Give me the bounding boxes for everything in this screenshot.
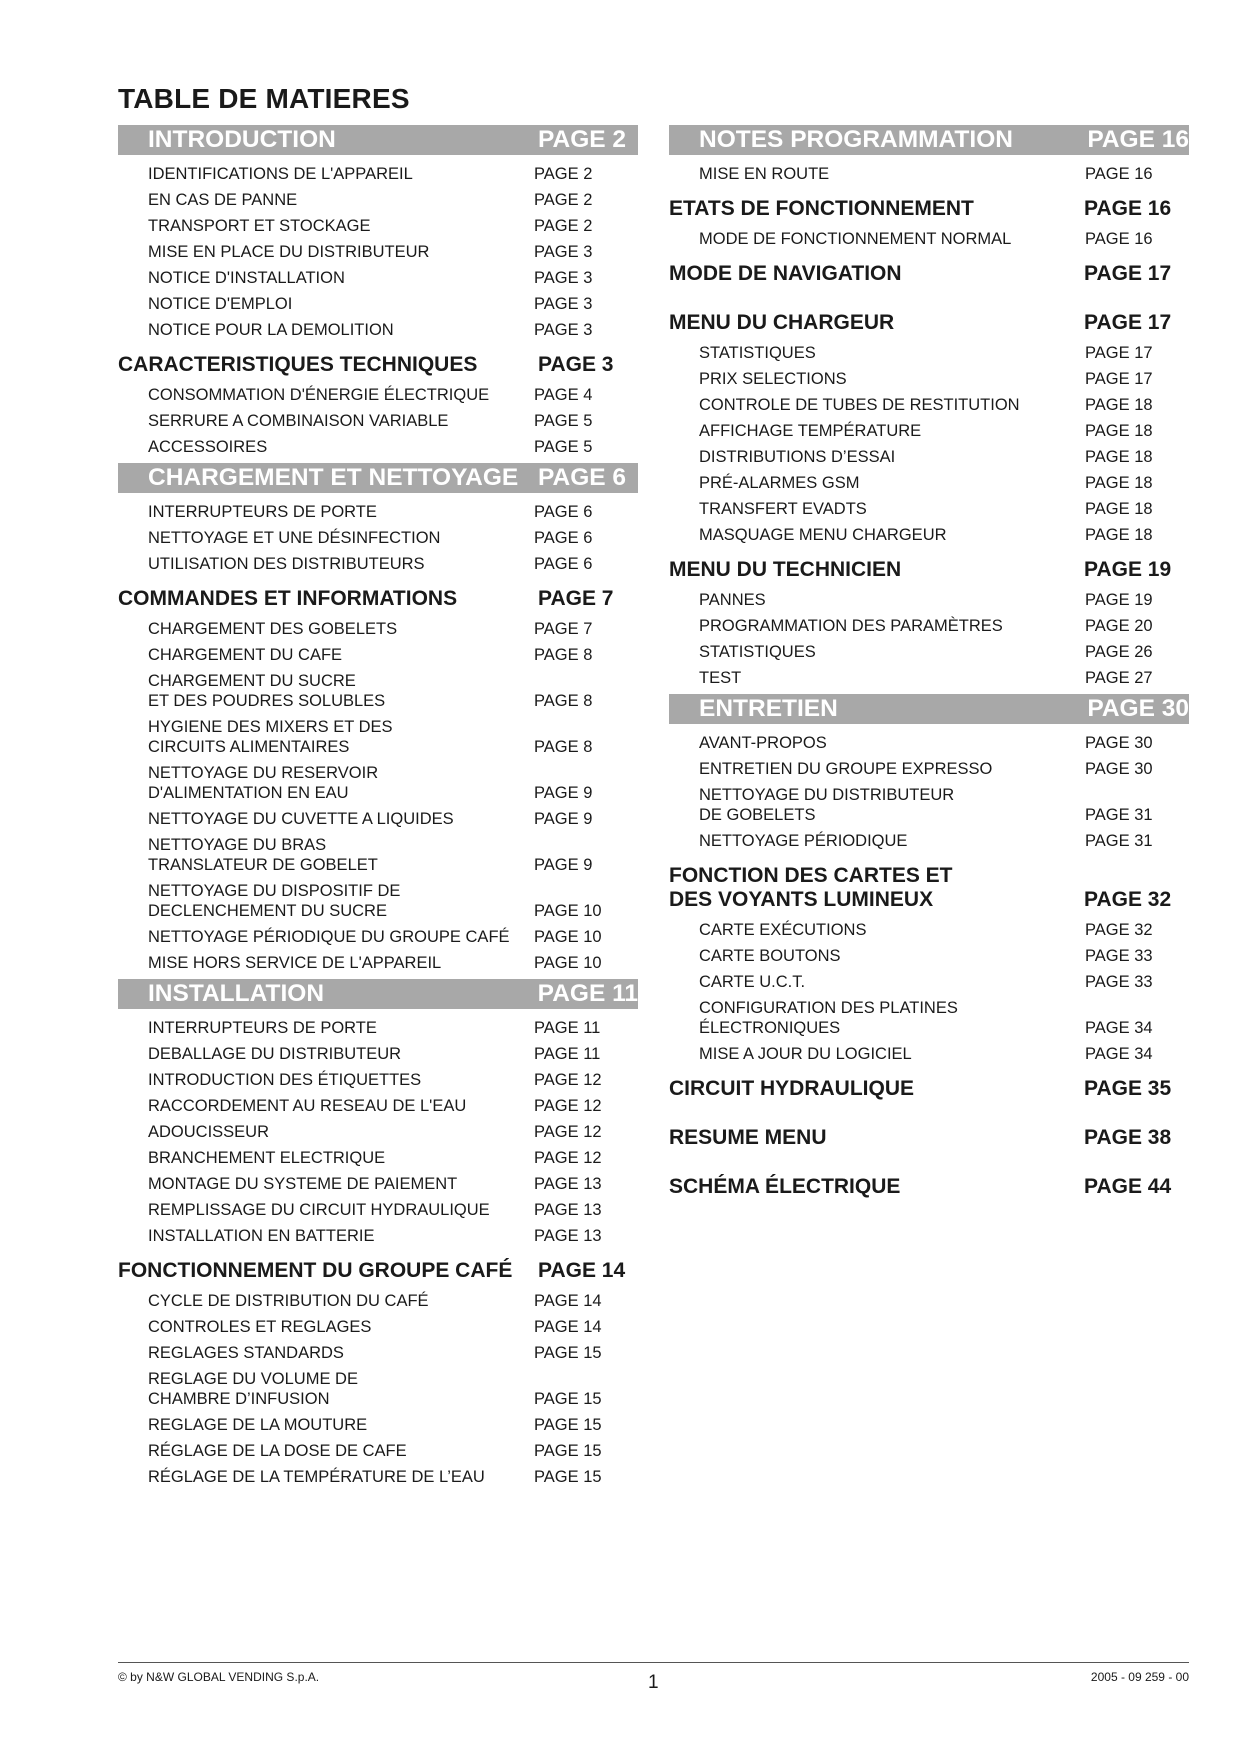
toc-entry[interactable] bbox=[669, 759, 1189, 779]
toc-entry[interactable] bbox=[669, 972, 1189, 992]
entry-title: NETTOYAGE ET UNE DÉSINFECTION bbox=[148, 529, 441, 547]
entry-page: PAGE 32 bbox=[1085, 921, 1153, 939]
entry-page: PAGE 13 bbox=[534, 1227, 602, 1245]
entry-page: PAGE 11 bbox=[534, 1019, 601, 1037]
entry-title: CYCLE DE DISTRIBUTION DU CAFÉ bbox=[148, 1292, 429, 1310]
entry-title: DEBALLAGE DU DISTRIBUTEUR bbox=[148, 1045, 402, 1063]
section-header-menu-du-technicien[interactable] bbox=[669, 558, 1189, 582]
entry-page: PAGE 13 bbox=[534, 1175, 602, 1193]
toc-entry[interactable] bbox=[118, 717, 638, 757]
entry-page: PAGE 15 bbox=[534, 1390, 602, 1408]
section-page: PAGE 11 bbox=[537, 980, 638, 1007]
entry-page: PAGE 30 bbox=[1085, 760, 1153, 778]
entry-page: PAGE 3 bbox=[534, 295, 593, 313]
toc-entry[interactable] bbox=[669, 590, 1189, 610]
entry-title: AVANT-PROPOS bbox=[699, 734, 827, 752]
toc-entry[interactable] bbox=[669, 733, 1189, 753]
section-header-fonctionnement-du-groupe-cafe[interactable] bbox=[118, 1259, 638, 1283]
toc-entry[interactable] bbox=[118, 320, 638, 340]
entry-page: PAGE 15 bbox=[534, 1416, 602, 1434]
entry-page: PAGE 6 bbox=[534, 503, 593, 521]
entry-title: PRÉ-ALARMES GSM bbox=[699, 474, 860, 492]
entry-page: PAGE 2 bbox=[534, 217, 593, 235]
entry-title: RÉGLAGE DE LA TEMPÉRATURE DE L’EAU bbox=[148, 1468, 485, 1486]
toc-entry[interactable] bbox=[118, 1070, 638, 1090]
entry-title: CONTROLES ET REGLAGES bbox=[148, 1318, 372, 1336]
section-title: ETATS DE FONCTIONNEMENT bbox=[669, 197, 974, 220]
toc-entry[interactable] bbox=[669, 642, 1189, 662]
entry-title: TEST bbox=[699, 669, 742, 687]
entry-title: CONSOMMATION D'ÉNERGIE ÉLECTRIQUE bbox=[148, 386, 490, 404]
toc-entry[interactable] bbox=[118, 385, 638, 405]
toc-entry[interactable] bbox=[118, 927, 638, 947]
entry-title: PRIX SELECTIONS bbox=[699, 370, 847, 388]
section-page: PAGE 6 bbox=[538, 464, 627, 491]
toc-entry[interactable] bbox=[118, 502, 638, 522]
entry-page: PAGE 9 bbox=[534, 856, 593, 874]
entry-page: PAGE 6 bbox=[534, 555, 593, 573]
entry-title: NETTOYAGE DU DISPOSITIF DE DECLENCHEMENT DU SUCRE bbox=[148, 882, 401, 920]
toc-entry[interactable] bbox=[118, 763, 638, 803]
entry-page: PAGE 8 bbox=[534, 692, 593, 710]
entry-page: PAGE 3 bbox=[534, 269, 593, 287]
entry-page: PAGE 34 bbox=[1085, 1045, 1153, 1063]
entry-page: PAGE 12 bbox=[534, 1123, 602, 1141]
entry-title: INSTALLATION EN BATTERIE bbox=[148, 1227, 375, 1245]
entry-title: REMPLISSAGE DU CIRCUIT HYDRAULIQUE bbox=[148, 1201, 490, 1219]
toc-entry[interactable] bbox=[669, 1044, 1189, 1064]
entry-page: PAGE 8 bbox=[534, 738, 593, 756]
section-header-chargement-et-nettoyage[interactable] bbox=[118, 463, 638, 493]
section-header-resume-menu[interactable] bbox=[669, 1126, 1189, 1150]
section-title: ENTRETIEN bbox=[699, 695, 838, 722]
toc-entry[interactable] bbox=[118, 1148, 638, 1168]
toc-entry[interactable] bbox=[669, 946, 1189, 966]
entry-page: PAGE 14 bbox=[534, 1318, 602, 1336]
toc-entry[interactable] bbox=[669, 831, 1189, 851]
entry-title: NETTOYAGE PÉRIODIQUE DU GROUPE CAFÉ bbox=[148, 928, 510, 946]
entry-title: INTRODUCTION DES ÉTIQUETTES bbox=[148, 1071, 422, 1089]
entry-page: PAGE 5 bbox=[534, 412, 593, 430]
toc-entry[interactable] bbox=[118, 809, 638, 829]
toc-entry[interactable] bbox=[669, 369, 1189, 389]
entry-page: PAGE 12 bbox=[534, 1097, 602, 1115]
section-header-etats-de-fonctionnement[interactable] bbox=[669, 197, 1189, 221]
entry-page: PAGE 13 bbox=[534, 1201, 602, 1219]
section-title: INSTALLATION bbox=[148, 980, 325, 1007]
section-page: PAGE 16 bbox=[1087, 126, 1189, 153]
toc-entry[interactable] bbox=[669, 920, 1189, 940]
section-page: PAGE 17 bbox=[1084, 262, 1172, 285]
section-page: PAGE 38 bbox=[1084, 1126, 1172, 1149]
section-page: PAGE 30 bbox=[1087, 695, 1189, 722]
entry-title: NOTICE D'INSTALLATION bbox=[148, 269, 345, 287]
toc-entry[interactable] bbox=[118, 881, 638, 921]
entry-page: PAGE 18 bbox=[1085, 396, 1153, 414]
section-page: PAGE 16 bbox=[1084, 197, 1172, 220]
entry-page: PAGE 18 bbox=[1085, 500, 1153, 518]
entry-title: AFFICHAGE TEMPÉRATURE bbox=[699, 422, 922, 440]
toc-entry[interactable] bbox=[118, 1122, 638, 1142]
entry-page: PAGE 18 bbox=[1085, 448, 1153, 466]
entry-page: PAGE 31 bbox=[1085, 832, 1153, 850]
entry-page: PAGE 12 bbox=[534, 1071, 602, 1089]
section-title: CIRCUIT HYDRAULIQUE bbox=[669, 1077, 914, 1100]
entry-title: NETTOYAGE PÉRIODIQUE bbox=[699, 832, 908, 850]
toc-entry[interactable] bbox=[118, 1174, 638, 1194]
toc-entry[interactable] bbox=[118, 1415, 638, 1435]
toc-entry[interactable] bbox=[669, 616, 1189, 636]
section-page: PAGE 7 bbox=[538, 587, 614, 610]
section-title: RESUME MENU bbox=[669, 1126, 827, 1149]
entry-page: PAGE 33 bbox=[1085, 973, 1153, 991]
toc-entry[interactable] bbox=[118, 1467, 638, 1487]
entry-page: PAGE 2 bbox=[534, 191, 593, 209]
entry-page: PAGE 8 bbox=[534, 646, 593, 664]
entry-page: PAGE 19 bbox=[1085, 591, 1153, 609]
toc-entry[interactable] bbox=[118, 294, 638, 314]
entry-page: PAGE 7 bbox=[534, 620, 593, 638]
toc-entry[interactable] bbox=[118, 1343, 638, 1363]
entry-title: IDENTIFICATIONS DE L'APPAREIL bbox=[148, 165, 413, 183]
toc-entry[interactable] bbox=[118, 528, 638, 548]
entry-page: PAGE 9 bbox=[534, 810, 593, 828]
entry-page: PAGE 6 bbox=[534, 529, 593, 547]
entry-title: ADOUCISSEUR bbox=[148, 1123, 270, 1141]
entry-page: PAGE 30 bbox=[1085, 734, 1153, 752]
section-header-fonction-des-cartes-et-des-voyants-lumineux[interactable] bbox=[669, 864, 1189, 912]
section-title: NOTES PROGRAMMATION bbox=[699, 126, 1013, 153]
toc-entry[interactable] bbox=[118, 953, 638, 973]
footer-page-number: 1 bbox=[648, 1672, 659, 1693]
entry-title: CONTROLE DE TUBES DE RESTITUTION bbox=[699, 396, 1020, 414]
section-title: COMMANDES ET INFORMATIONS bbox=[118, 587, 458, 610]
entry-page: PAGE 10 bbox=[534, 954, 602, 972]
section-header-commandes-et-informations[interactable] bbox=[118, 587, 638, 611]
footer-divider bbox=[118, 1662, 1189, 1663]
toc-entry[interactable] bbox=[118, 1441, 638, 1461]
entry-page: PAGE 16 bbox=[1085, 165, 1153, 183]
entry-page: PAGE 26 bbox=[1085, 643, 1153, 661]
section-header-notes-programmation[interactable] bbox=[669, 125, 1189, 155]
entry-page: PAGE 16 bbox=[1085, 230, 1153, 248]
section-header-schema-electrique[interactable] bbox=[669, 1175, 1189, 1199]
entry-title: RÉGLAGE DE LA DOSE DE CAFE bbox=[148, 1442, 407, 1460]
section-title: MENU DU CHARGEUR bbox=[669, 311, 895, 334]
entry-page: PAGE 20 bbox=[1085, 617, 1153, 635]
section-title: FONCTIONNEMENT DU GROUPE CAFÉ bbox=[118, 1259, 513, 1282]
entry-title: MISE HORS SERVICE DE L'APPAREIL bbox=[148, 954, 442, 972]
toc-entry[interactable] bbox=[669, 525, 1189, 545]
entry-page: PAGE 10 bbox=[534, 902, 602, 920]
entry-page: PAGE 10 bbox=[534, 928, 602, 946]
toc-entry[interactable] bbox=[669, 343, 1189, 363]
section-title: CHARGEMENT ET NETTOYAGE bbox=[148, 464, 519, 491]
section-header-introduction[interactable] bbox=[118, 125, 638, 155]
toc-left-column bbox=[118, 125, 638, 1493]
entry-title: PROGRAMMATION DES PARAMÈTRES bbox=[699, 617, 1003, 635]
entry-title: NETTOYAGE DU BRAS TRANSLATEUR DE GOBELET bbox=[148, 836, 378, 874]
section-page: PAGE 32 bbox=[1084, 888, 1172, 911]
toc-entry[interactable] bbox=[118, 1226, 638, 1246]
entry-title: MODE DE FONCTIONNEMENT NORMAL bbox=[699, 230, 1012, 248]
section-page: PAGE 17 bbox=[1084, 311, 1172, 334]
toc-entry[interactable] bbox=[118, 1096, 638, 1116]
entry-title: PANNES bbox=[699, 591, 766, 609]
entry-title: CARTE U.C.T. bbox=[699, 973, 806, 991]
entry-title: BRANCHEMENT ELECTRIQUE bbox=[148, 1149, 386, 1167]
section-page: PAGE 44 bbox=[1084, 1175, 1172, 1198]
toc-entry[interactable] bbox=[669, 668, 1189, 688]
entry-title: CONFIGURATION DES PLATINES ÉLECTRONIQUES bbox=[699, 999, 958, 1037]
entry-page: PAGE 5 bbox=[534, 438, 593, 456]
toc-entry[interactable] bbox=[669, 499, 1189, 519]
entry-title: TRANSPORT ET STOCKAGE bbox=[148, 217, 371, 235]
toc-entry[interactable] bbox=[669, 164, 1189, 184]
entry-page: PAGE 14 bbox=[534, 1292, 602, 1310]
entry-title: REGLAGES STANDARDS bbox=[148, 1344, 344, 1362]
toc-entry[interactable] bbox=[118, 190, 638, 210]
toc-entry[interactable] bbox=[118, 1044, 638, 1064]
entry-title: ACCESSOIRES bbox=[148, 438, 268, 456]
entry-title: NETTOYAGE DU DISTRIBUTEUR DE GOBELETS bbox=[699, 786, 955, 824]
entry-page: PAGE 9 bbox=[534, 784, 593, 802]
toc-entry[interactable] bbox=[669, 447, 1189, 467]
entry-page: PAGE 27 bbox=[1085, 669, 1153, 687]
toc-right-column bbox=[669, 125, 1189, 1211]
toc-entry[interactable] bbox=[118, 216, 638, 236]
section-header-entretien[interactable] bbox=[669, 694, 1189, 724]
entry-title: TRANSFERT EVADTS bbox=[699, 500, 867, 518]
section-header-menu-du-chargeur[interactable] bbox=[669, 311, 1189, 335]
toc-entry[interactable] bbox=[669, 229, 1189, 249]
entry-page: PAGE 18 bbox=[1085, 526, 1153, 544]
entry-title: NOTICE D'EMPLOI bbox=[148, 295, 293, 313]
section-header-caracteristiques-techniques[interactable] bbox=[118, 353, 638, 377]
entry-title: MISE A JOUR DU LOGICIEL bbox=[699, 1045, 912, 1063]
section-title: CARACTERISTIQUES TECHNIQUES bbox=[118, 353, 478, 376]
section-page: PAGE 3 bbox=[538, 353, 614, 376]
entry-title: CARTE BOUTONS bbox=[699, 947, 841, 965]
section-title: MENU DU TECHNICIEN bbox=[669, 558, 902, 581]
entry-page: PAGE 15 bbox=[534, 1442, 602, 1460]
entry-page: PAGE 3 bbox=[534, 243, 593, 261]
entry-title: SERRURE A COMBINAISON VARIABLE bbox=[148, 412, 449, 430]
section-title: INTRODUCTION bbox=[148, 126, 336, 153]
toc-entry[interactable] bbox=[118, 411, 638, 431]
toc-entry[interactable] bbox=[669, 421, 1189, 441]
toc-entry[interactable] bbox=[118, 1369, 638, 1409]
entry-title: MISE EN PLACE DU DISTRIBUTEUR bbox=[148, 243, 430, 261]
section-header-mode-de-navigation[interactable] bbox=[669, 262, 1189, 286]
entry-title: ENTRETIEN DU GROUPE EXPRESSO bbox=[699, 760, 993, 778]
toc-entry[interactable] bbox=[118, 1200, 638, 1220]
entry-page: PAGE 15 bbox=[534, 1468, 602, 1486]
entry-title: NETTOYAGE DU CUVETTE A LIQUIDES bbox=[148, 810, 454, 828]
toc-entry[interactable] bbox=[118, 554, 638, 574]
entry-page: PAGE 11 bbox=[534, 1045, 601, 1063]
toc-entry[interactable] bbox=[118, 437, 638, 457]
entry-page: PAGE 15 bbox=[534, 1344, 602, 1362]
entry-page: PAGE 17 bbox=[1085, 344, 1153, 362]
entry-page: PAGE 12 bbox=[534, 1149, 602, 1167]
entry-title: STATISTIQUES bbox=[699, 344, 816, 362]
toc-entry[interactable] bbox=[669, 998, 1189, 1038]
section-header-installation[interactable] bbox=[118, 979, 638, 1009]
page-title: TABLE DE MATIERES bbox=[118, 82, 410, 114]
section-page: PAGE 2 bbox=[538, 126, 627, 153]
entry-title: REGLAGE DE LA MOUTURE bbox=[148, 1416, 368, 1434]
entry-page: PAGE 31 bbox=[1085, 806, 1153, 824]
toc-entry[interactable] bbox=[118, 242, 638, 262]
entry-title: NOTICE POUR LA DEMOLITION bbox=[148, 321, 394, 339]
entry-title: DISTRIBUTIONS D’ESSAI bbox=[699, 448, 896, 466]
section-page: PAGE 35 bbox=[1084, 1077, 1172, 1100]
section-page: PAGE 14 bbox=[538, 1259, 626, 1282]
entry-title: CHARGEMENT DU SUCRE ET DES POUDRES SOLUBLES bbox=[148, 672, 386, 710]
section-page: PAGE 19 bbox=[1084, 558, 1172, 581]
entry-page: PAGE 4 bbox=[534, 386, 593, 404]
toc-entry[interactable] bbox=[669, 395, 1189, 415]
entry-page: PAGE 3 bbox=[534, 321, 593, 339]
toc-entry[interactable] bbox=[118, 671, 638, 711]
entry-title: INTERRUPTEURS DE PORTE bbox=[148, 1019, 377, 1037]
toc-entry[interactable] bbox=[669, 473, 1189, 493]
entry-page: PAGE 17 bbox=[1085, 370, 1153, 388]
entry-page: PAGE 18 bbox=[1085, 474, 1153, 492]
entry-page: PAGE 2 bbox=[534, 165, 593, 183]
entry-title: CHARGEMENT DES GOBELETS bbox=[148, 620, 398, 638]
entry-title: MISE EN ROUTE bbox=[699, 165, 830, 183]
toc-entry[interactable] bbox=[118, 1018, 638, 1038]
entry-title: HYGIENE DES MIXERS ET DES CIRCUITS ALIMENTAIRES bbox=[148, 718, 393, 756]
toc-entry[interactable] bbox=[118, 835, 638, 875]
toc-entry[interactable] bbox=[669, 785, 1189, 825]
section-title: FONCTION DES CARTES ET DES VOYANTS LUMINEUX bbox=[669, 864, 953, 911]
entry-title: REGLAGE DU VOLUME DE CHAMBRE D’INFUSION bbox=[148, 1370, 358, 1408]
toc-entry[interactable] bbox=[118, 268, 638, 288]
section-title: SCHÉMA ÉLECTRIQUE bbox=[669, 1175, 901, 1198]
entry-title: MASQUAGE MENU CHARGEUR bbox=[699, 526, 947, 544]
toc-entry[interactable] bbox=[118, 645, 638, 665]
entry-page: PAGE 33 bbox=[1085, 947, 1153, 965]
toc-entry[interactable] bbox=[118, 164, 638, 184]
section-header-circuit-hydraulique[interactable] bbox=[669, 1077, 1189, 1101]
entry-page: PAGE 18 bbox=[1085, 422, 1153, 440]
entry-page: PAGE 34 bbox=[1085, 1019, 1153, 1037]
entry-title: NETTOYAGE DU RESERVOIR D'ALIMENTATION EN EAU bbox=[148, 764, 379, 802]
entry-title: RACCORDEMENT AU RESEAU DE L'EAU bbox=[148, 1097, 467, 1115]
entry-title: CHARGEMENT DU CAFE bbox=[148, 646, 343, 664]
entry-title: MONTAGE DU SYSTEME DE PAIEMENT bbox=[148, 1175, 458, 1193]
entry-title: INTERRUPTEURS DE PORTE bbox=[148, 503, 377, 521]
entry-title: CARTE EXÉCUTIONS bbox=[699, 921, 867, 939]
footer-copyright: © by N&W GLOBAL VENDING S.p.A. bbox=[118, 1670, 320, 1684]
toc-entry[interactable] bbox=[118, 1291, 638, 1311]
section-title: MODE DE NAVIGATION bbox=[669, 262, 902, 285]
entry-title: UTILISATION DES DISTRIBUTEURS bbox=[148, 555, 425, 573]
entry-title: STATISTIQUES bbox=[699, 643, 816, 661]
toc-entry[interactable] bbox=[118, 1317, 638, 1337]
toc-entry[interactable] bbox=[118, 619, 638, 639]
entry-title: EN CAS DE PANNE bbox=[148, 191, 298, 209]
footer-doc-code: 2005 - 09 259 - 00 bbox=[1090, 1670, 1189, 1684]
